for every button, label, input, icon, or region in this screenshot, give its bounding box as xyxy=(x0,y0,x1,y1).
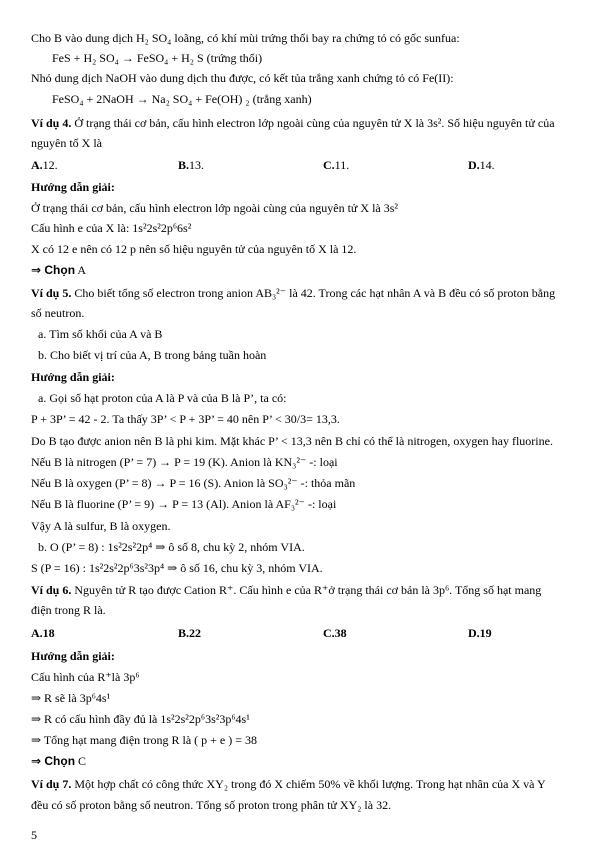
text-line: ⇒ R sẽ là 3p⁶4s¹ xyxy=(31,691,111,705)
example-label: Ví dụ 6. xyxy=(31,583,72,597)
text-line: P + 3P’ = 42 - 2. Ta thấy 3P’ < P + 3P’ = 40 nên P’ < 30/3= 13,3. xyxy=(31,412,340,426)
solution-heading: Hướng dẫn giải: xyxy=(31,649,115,663)
solution-heading: Hướng dẫn giải: xyxy=(31,180,115,194)
solution-heading: Hướng dẫn giải: xyxy=(31,370,115,384)
option-d: D. 14. xyxy=(468,158,495,172)
text-line: Nếu B là fluorine (P’ = 9) → P = 13 (Al). Anion là AF₃²⁻ -: loại xyxy=(31,497,337,511)
text-line: X có 12 e nên có 12 p nên số hiệu nguyên tử của nguyên tố X là 12. xyxy=(31,242,357,256)
option-d: D.19 xyxy=(468,626,492,640)
example-6-options xyxy=(31,625,571,641)
text-line: ⇒ R có cấu hình đầy đủ là 1s²2s²2p⁶3s²3p⁶4s¹ xyxy=(31,712,250,726)
option-c: C. 11. xyxy=(323,158,350,172)
option-a: A.18 xyxy=(31,626,55,640)
example-label: Ví dụ 5. xyxy=(31,286,72,300)
text-line: số neutron. xyxy=(31,306,85,320)
text-line: điện trong R là. xyxy=(31,603,106,617)
text-line: đều có số proton bằng số neutron. Tổng số proton trong phân tử XY₂ là 32. xyxy=(31,798,392,812)
page-number: 5 xyxy=(31,828,37,842)
text-line: Nếu B là oxygen (P’ = 8) → P = 16 (S). Anion là SO₃²⁻ -: thỏa mãn xyxy=(31,476,356,490)
text-line: Cho B vào dung dịch H₂ SO₄ loãng, có khí mùi trứng thối bay ra chứng tỏ có gốc sunfua: xyxy=(31,31,460,45)
text-line: Vậy A là sulfur, B là oxygen. xyxy=(31,519,171,533)
text-line: Cấu hình của R⁺là 3p⁶ xyxy=(31,670,140,684)
text-line: Do B tạo được anion nên B là phi kim. Mặt khác P’ < 13,3 nên B chỉ có thể là nitrogen, oxygen hay fluorine. xyxy=(31,434,553,448)
text-line: Nhỏ dung dịch NaOH vào dung dịch thu được, có kết tủa trắng xanh chứng tỏ có Fe(II): xyxy=(31,71,454,85)
text-line: b. Cho biết vị trí của A, B trong bảng tuần hoàn xyxy=(38,348,267,362)
text-line: S (P = 16) : 1s²2s²2p⁶3s²3p⁴ ⇒ ô số 16, chu kỳ 3, nhóm VIA. xyxy=(31,561,323,575)
equation-line: FeS + H₂ SO₄ → FeSO₄ + H₂ S (trứng thối) xyxy=(52,51,263,65)
example-6-question: Ví dụ 6. Nguyên tử R tạo được Cation R⁺. Cấu hình e của R⁺ở trạng thái cơ bản là 3p⁶. Tổng số hạt mang xyxy=(31,583,542,597)
text-line: Cấu hình e của X là: 1s²2s²2p⁶6s² xyxy=(31,221,192,235)
text-line: nguyên tố X là xyxy=(31,136,102,150)
option-b: B. 13. xyxy=(178,158,205,172)
answer-line: ⇒ Chọn C xyxy=(31,754,87,768)
example-label: Ví dụ 7. xyxy=(31,777,72,791)
text-line: a. Tìm số khối của A và B xyxy=(38,327,163,341)
example-label: Ví dụ 4. xyxy=(31,116,72,130)
answer-line: ⇒ Chọn A xyxy=(31,263,87,277)
example-5-question: Ví dụ 5. Cho biết tổng số electron trong anion AB₃²⁻ là 42. Trong các hạt nhân A và B đều có số proton bằng xyxy=(31,286,556,300)
equation-line: FeSO₄ + 2NaOH → Na₂ SO₄ + Fe(OH) ₂ (trắng xanh) xyxy=(52,92,312,106)
text-line: Ở trạng thái cơ bản, cấu hình electron lớp ngoài cùng của nguyên tử X là 3s² xyxy=(31,201,399,215)
option-b: B.22 xyxy=(178,626,202,640)
choose-label: ⇒ Chọn xyxy=(31,754,76,768)
text-line: Nếu B là nitrogen (P’ = 7) → P = 19 (K). Anion là KN₃²⁻ -: loại xyxy=(31,455,338,469)
example-4-options xyxy=(31,157,571,173)
text-line: ⇒ Tổng hạt mang điện trong R là ( p + e ) = 38 xyxy=(31,733,257,747)
example-4-question: Ví dụ 4. Ở trạng thái cơ bản, cấu hình electron lớp ngoài cùng của nguyên tử X là 3s². Số hiệu nguyên tử của xyxy=(31,116,555,130)
text-line: a. Gọi số hạt proton của A là P và của B là P’, ta có: xyxy=(38,391,287,405)
text-line: b. O (P’ = 8) : 1s²2s²2p⁴ ⇒ ô số 8, chu kỳ 2, nhóm VIA. xyxy=(38,540,305,554)
option-c: C.38 xyxy=(323,626,347,640)
option-a: A. 12. xyxy=(31,158,58,172)
choose-label: ⇒ Chọn xyxy=(31,263,76,277)
example-7-question: Ví dụ 7. Một hợp chất có công thức XY₂ trong đó X chiếm 50% về khối lượng. Trong hạt nhân của X và Y xyxy=(31,777,546,791)
